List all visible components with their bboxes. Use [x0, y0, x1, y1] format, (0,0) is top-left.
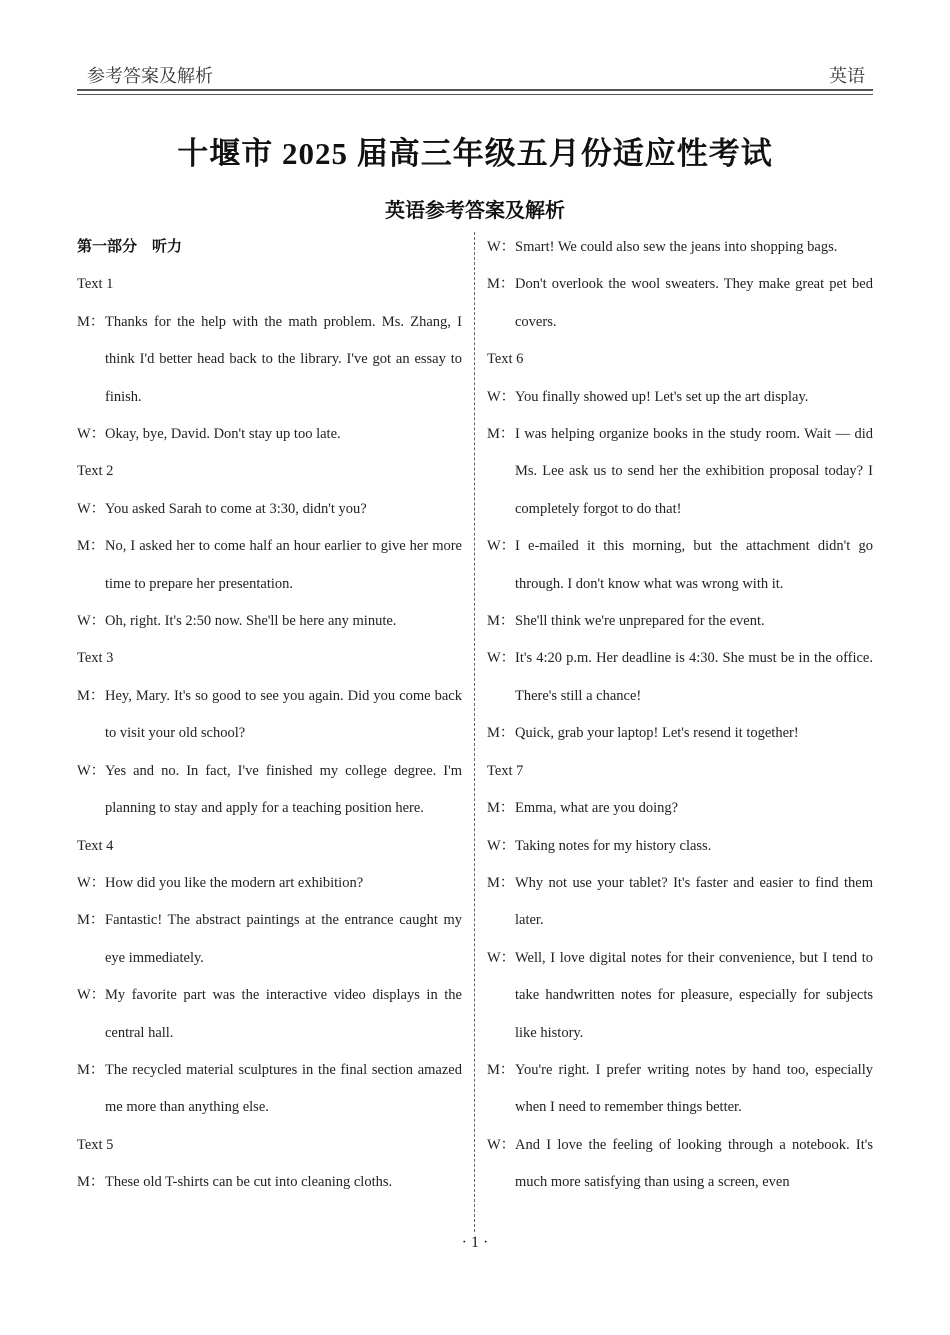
- speaker-label: M：: [487, 1061, 515, 1078]
- left-column: [77, 229, 462, 1202]
- dialogue-line: [77, 603, 462, 640]
- utterance-text: Taking notes for my history class.: [515, 837, 712, 854]
- utterance-text: Fantastic! The abstract paintings at the entrance caught my eye immediately.: [105, 912, 462, 966]
- speaker-label: M：: [77, 687, 105, 704]
- utterance-text: The recycled material sculptures in the final section amazed me more than anything else.: [105, 1061, 462, 1116]
- speaker-label: W：: [487, 538, 516, 555]
- speaker-label: W：: [487, 1136, 516, 1153]
- header-subject-label: 英语: [829, 66, 865, 86]
- dialogue-line: [77, 528, 462, 603]
- utterance-text: Smart! We could also sew the jeans into shopping bags.: [515, 239, 838, 255]
- utterance-text: You're right. I prefer writing notes by hand too, especially when I need to remember things better.: [515, 1061, 873, 1116]
- page-header: [77, 58, 873, 92]
- dialogue-line: [77, 902, 462, 977]
- utterance-text: My favorite part was the interactive video displays in the central hall.: [105, 987, 462, 1041]
- speaker-label: W：: [77, 762, 106, 779]
- utterance-text: Thanks for the help with the math problem. Ms. Zhang, I think I'd better head back to the library. I've got an essay to finish.: [105, 313, 462, 405]
- speaker-label: W：: [77, 500, 106, 517]
- speaker-label: W：: [487, 239, 516, 255]
- dialogue-line: [77, 1164, 462, 1201]
- dialogue-line: [487, 416, 873, 528]
- column-divider: [474, 232, 475, 1232]
- page-title: 十堰市 2025 届高三年级五月份适应性考试: [177, 136, 773, 171]
- text-heading: Text 3: [77, 650, 114, 667]
- utterance-text: Okay, bye, David. Don't stay up too late.: [105, 426, 341, 443]
- speaker-label: M：: [487, 276, 515, 293]
- speaker-label: W：: [487, 388, 516, 405]
- dialogue-line: [77, 491, 462, 528]
- header-rule-thick: [77, 89, 873, 91]
- utterance-text: Oh, right. It's 2:50 now. She'll be here any minute.: [105, 613, 397, 630]
- page-subtitle: 英语参考答案及解析: [385, 200, 565, 222]
- right-column: [487, 229, 873, 1202]
- speaker-label: M：: [77, 1174, 105, 1191]
- utterance-text: You finally showed up! Let's set up the art display.: [515, 388, 809, 405]
- dialogue-line: [487, 603, 873, 640]
- utterance-text: You asked Sarah to come at 3:30, didn't you?: [105, 500, 367, 517]
- speaker-label: M：: [77, 912, 105, 929]
- dialogue-line: [487, 940, 873, 1052]
- speaker-label: M：: [487, 800, 515, 817]
- dialogue-line: [487, 379, 873, 416]
- dialogue-line: [77, 753, 462, 828]
- dialogue-line: [487, 715, 873, 752]
- dialogue-line: [487, 790, 873, 827]
- page-number: · 1 ·: [461, 1234, 489, 1251]
- dialogue-line: [77, 678, 462, 753]
- speaker-label: W：: [77, 987, 106, 1004]
- utterance-text: Hey, Mary. It's so good to see you again. Did you come back to visit your old school?: [105, 687, 462, 742]
- section-heading: 第一部分 听力: [77, 239, 183, 255]
- utterance-text: And I love the feeling of looking through a notebook. It's much more satisfying than using a screen, even: [515, 1136, 873, 1191]
- speaker-label: W：: [77, 874, 106, 891]
- utterance-text: Why not use your tablet? It's faster and easier to find them later.: [515, 874, 873, 929]
- utterance-text: No, I asked her to come half an hour earlier to give her more time to prepare her presentation.: [105, 538, 462, 592]
- speaker-label: M：: [77, 538, 105, 555]
- speaker-label: M：: [487, 426, 515, 443]
- utterance-text: She'll think we're unprepared for the event.: [515, 613, 765, 630]
- utterance-text: Don't overlook the wool sweaters. They make great pet bed covers.: [515, 276, 873, 330]
- utterance-text: Well, I love digital notes for their convenience, but I tend to take handwritten notes for pleasure, especially for subjects like history.: [515, 949, 873, 1041]
- dialogue-line: [487, 865, 873, 940]
- dialogue-line: [77, 304, 462, 416]
- dialogue-line: [487, 266, 873, 341]
- text-heading: Text 5: [77, 1136, 114, 1153]
- utterance-text: I e-mailed it this morning, but the attachment didn't go through. I don't know what was wrong with it.: [515, 538, 873, 592]
- utterance-text: It's 4:20 p.m. Her deadline is 4:30. She must be in the office. There's still a chance!: [515, 650, 873, 704]
- utterance-text: I was helping organize books in the study room. Wait — did Ms. Lee ask us to send her the exhibition proposal today? I completely forgot to do that!: [515, 426, 873, 517]
- speaker-label: M：: [487, 725, 515, 742]
- speaker-label: M：: [487, 613, 515, 630]
- speaker-label: W：: [487, 837, 516, 854]
- dialogue-line: [77, 416, 462, 453]
- speaker-label: W：: [487, 650, 516, 667]
- utterance-text: These old T-shirts can be cut into cleaning cloths.: [105, 1174, 393, 1191]
- dialogue-line: [487, 528, 873, 603]
- text-heading: Text 2: [77, 463, 114, 480]
- dialogue-line: [487, 640, 873, 715]
- speaker-label: M：: [487, 874, 515, 891]
- speaker-label: W：: [77, 426, 106, 443]
- dialogue-line: [77, 865, 462, 902]
- text-heading: Text 1: [77, 276, 114, 293]
- dialogue-line: [487, 1127, 873, 1202]
- utterance-text: Quick, grab your laptop! Let's resend it together!: [515, 725, 799, 742]
- text-heading: Text 6: [487, 351, 524, 368]
- header-rule-thin: [77, 94, 873, 95]
- utterance-text: How did you like the modern art exhibition?: [105, 874, 364, 891]
- utterance-text: Yes and no. In fact, I've finished my college degree. I'm planning to stay and apply for a teaching position here.: [105, 762, 462, 817]
- dialogue-line: [487, 229, 873, 266]
- text-heading: Text 4: [77, 837, 114, 854]
- speaker-label: W：: [77, 613, 106, 630]
- dialogue-line: [77, 977, 462, 1052]
- dialogue-line: [77, 1052, 462, 1127]
- header-doc-label: 参考答案及解析: [87, 66, 213, 86]
- text-heading: Text 7: [487, 762, 524, 779]
- speaker-label: W：: [487, 949, 516, 966]
- utterance-text: Emma, what are you doing?: [515, 800, 679, 817]
- speaker-label: M：: [77, 313, 105, 330]
- dialogue-line: [487, 828, 873, 865]
- dialogue-line: [487, 1052, 873, 1127]
- speaker-label: M：: [77, 1061, 105, 1078]
